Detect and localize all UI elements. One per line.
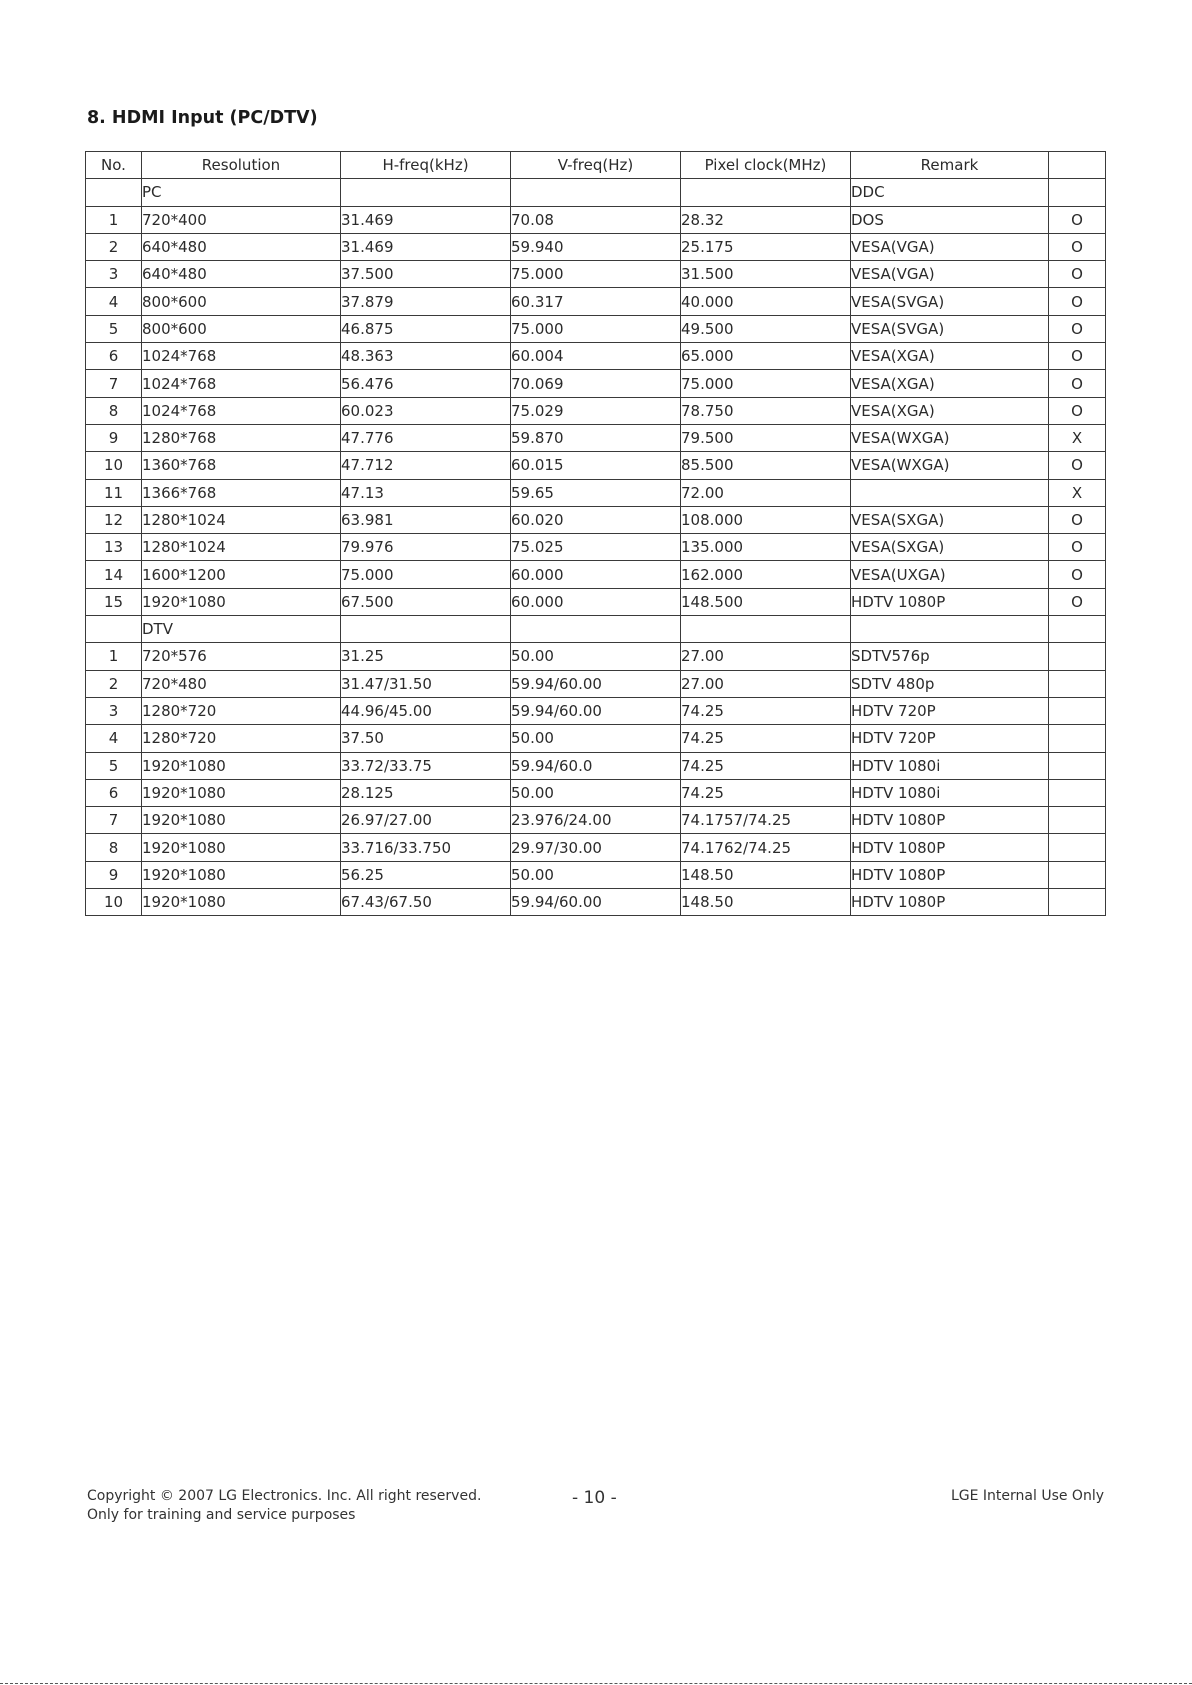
cell-h-freq: [341, 616, 511, 643]
cell-v-freq: 70.08: [511, 206, 681, 233]
cell-pixel-clock: [681, 179, 851, 206]
cell-v-freq: 50.00: [511, 643, 681, 670]
cell-resolution: 1366*768: [142, 479, 341, 506]
cell-pixel-clock: 162.000: [681, 561, 851, 588]
cell-h-freq: 31.469: [341, 233, 511, 260]
cell-h-freq: 75.000: [341, 561, 511, 588]
cell-no: 4: [86, 725, 142, 752]
cell-support: X: [1049, 479, 1106, 506]
cell-support: O: [1049, 561, 1106, 588]
cell-support: O: [1049, 261, 1106, 288]
cell-v-freq: 59.94/60.0: [511, 752, 681, 779]
cell-remark: VESA(XGA): [851, 397, 1049, 424]
cell-pixel-clock: 74.25: [681, 697, 851, 724]
cell-remark: HDTV 1080P: [851, 889, 1049, 916]
cell-resolution: 1360*768: [142, 452, 341, 479]
cell-support: O: [1049, 506, 1106, 533]
table-row: [86, 616, 1106, 643]
cell-resolution: 1024*768: [142, 343, 341, 370]
table-row: [86, 779, 1106, 806]
table-row: [86, 288, 1106, 315]
cell-h-freq: 47.712: [341, 452, 511, 479]
cell-pixel-clock: 74.25: [681, 752, 851, 779]
cell-pixel-clock: 74.25: [681, 779, 851, 806]
cell-resolution: 800*600: [142, 288, 341, 315]
cell-pixel-clock: 74.1757/74.25: [681, 807, 851, 834]
cell-v-freq: 60.015: [511, 452, 681, 479]
cell-support: [1049, 861, 1106, 888]
cell-no: 10: [86, 452, 142, 479]
cell-h-freq: 28.125: [341, 779, 511, 806]
cell-pixel-clock: 75.000: [681, 370, 851, 397]
cell-remark: HDTV 1080i: [851, 752, 1049, 779]
cell-v-freq: 60.004: [511, 343, 681, 370]
table-row: [86, 397, 1106, 424]
cell-resolution: 1600*1200: [142, 561, 341, 588]
cell-support: O: [1049, 397, 1106, 424]
cell-no: 7: [86, 370, 142, 397]
cell-h-freq: 63.981: [341, 506, 511, 533]
cell-resolution: PC: [142, 179, 341, 206]
cell-no: 9: [86, 861, 142, 888]
cell-no: 13: [86, 534, 142, 561]
table-row: [86, 834, 1106, 861]
cell-support: [1049, 670, 1106, 697]
cell-support: O: [1049, 233, 1106, 260]
cell-v-freq: 60.020: [511, 506, 681, 533]
cell-no: 1: [86, 643, 142, 670]
cell-resolution: 1920*1080: [142, 807, 341, 834]
table-row: [86, 233, 1106, 260]
cell-resolution: 1280*720: [142, 697, 341, 724]
table-row: [86, 643, 1106, 670]
cell-resolution: 800*600: [142, 315, 341, 342]
header-no: No.: [86, 152, 142, 179]
cell-remark: VESA(SVGA): [851, 315, 1049, 342]
cell-resolution: 1920*1080: [142, 861, 341, 888]
cell-h-freq: 79.976: [341, 534, 511, 561]
cell-v-freq: 70.069: [511, 370, 681, 397]
cell-pixel-clock: 72.00: [681, 479, 851, 506]
table-row: [86, 315, 1106, 342]
cell-v-freq: 60.317: [511, 288, 681, 315]
cell-h-freq: 46.875: [341, 315, 511, 342]
table-row: [86, 179, 1106, 206]
cell-h-freq: 37.50: [341, 725, 511, 752]
table-row: [86, 752, 1106, 779]
cell-remark: VESA(VGA): [851, 233, 1049, 260]
cell-remark: HDTV 720P: [851, 697, 1049, 724]
cell-no: 7: [86, 807, 142, 834]
cell-v-freq: [511, 179, 681, 206]
cell-remark: DOS: [851, 206, 1049, 233]
cell-resolution: 720*400: [142, 206, 341, 233]
cell-v-freq: 59.94/60.00: [511, 670, 681, 697]
cell-remark: SDTV576p: [851, 643, 1049, 670]
cell-no: 11: [86, 479, 142, 506]
cell-remark: VESA(XGA): [851, 370, 1049, 397]
cell-v-freq: 59.94/60.00: [511, 697, 681, 724]
cell-pixel-clock: 135.000: [681, 534, 851, 561]
cell-pixel-clock: 31.500: [681, 261, 851, 288]
cell-no: 5: [86, 752, 142, 779]
cell-remark: SDTV 480p: [851, 670, 1049, 697]
cell-support: O: [1049, 206, 1106, 233]
cell-v-freq: 50.00: [511, 779, 681, 806]
header-support: [1049, 152, 1106, 179]
header-row: [86, 152, 1106, 179]
cell-pixel-clock: 148.500: [681, 588, 851, 615]
cell-pixel-clock: 27.00: [681, 643, 851, 670]
cell-h-freq: 31.469: [341, 206, 511, 233]
cell-pixel-clock: 108.000: [681, 506, 851, 533]
cell-v-freq: 60.000: [511, 588, 681, 615]
header-h-freq: H-freq(kHz): [341, 152, 511, 179]
cell-no: 1: [86, 206, 142, 233]
cell-support: [1049, 834, 1106, 861]
cell-no: [86, 179, 142, 206]
cell-support: [1049, 643, 1106, 670]
table-body: [86, 179, 1106, 916]
cell-v-freq: 75.000: [511, 315, 681, 342]
cell-support: [1049, 779, 1106, 806]
cell-h-freq: 44.96/45.00: [341, 697, 511, 724]
cell-v-freq: 59.65: [511, 479, 681, 506]
cell-resolution: 640*480: [142, 233, 341, 260]
cell-no: 3: [86, 261, 142, 288]
cell-resolution: 1280*1024: [142, 534, 341, 561]
cell-pixel-clock: 40.000: [681, 288, 851, 315]
cell-h-freq: 56.25: [341, 861, 511, 888]
cell-resolution: 1280*720: [142, 725, 341, 752]
cell-pixel-clock: 27.00: [681, 670, 851, 697]
table-row: [86, 534, 1106, 561]
cell-pixel-clock: 74.25: [681, 725, 851, 752]
cell-pixel-clock: 28.32: [681, 206, 851, 233]
cell-resolution: 640*480: [142, 261, 341, 288]
cell-h-freq: 33.72/33.75: [341, 752, 511, 779]
cell-h-freq: 33.716/33.750: [341, 834, 511, 861]
cell-no: 10: [86, 889, 142, 916]
cell-support: [1049, 752, 1106, 779]
cell-pixel-clock: 148.50: [681, 861, 851, 888]
cell-remark: VESA(UXGA): [851, 561, 1049, 588]
copyright-text: Copyright © 2007 LG Electronics. Inc. All right reserved.: [87, 1488, 482, 1504]
cell-h-freq: 31.25: [341, 643, 511, 670]
cell-support: O: [1049, 343, 1106, 370]
cell-resolution: 1920*1080: [142, 588, 341, 615]
table-row: [86, 343, 1106, 370]
cell-no: 12: [86, 506, 142, 533]
cell-resolution: 1920*1080: [142, 752, 341, 779]
table-row: [86, 697, 1106, 724]
cell-support: [1049, 725, 1106, 752]
cell-pixel-clock: 85.500: [681, 452, 851, 479]
header-pixel-clock: Pixel clock(MHz): [681, 152, 851, 179]
cell-remark: VESA(WXGA): [851, 452, 1049, 479]
cell-support: [1049, 889, 1106, 916]
cell-remark: VESA(SXGA): [851, 506, 1049, 533]
cell-v-freq: 23.976/24.00: [511, 807, 681, 834]
cell-resolution: DTV: [142, 616, 341, 643]
table-row: [86, 561, 1106, 588]
cell-pixel-clock: 49.500: [681, 315, 851, 342]
cell-remark: VESA(VGA): [851, 261, 1049, 288]
table-row: [86, 725, 1106, 752]
cell-remark: HDTV 1080P: [851, 861, 1049, 888]
cell-no: 4: [86, 288, 142, 315]
table-row: [86, 861, 1106, 888]
header-v-freq: V-freq(Hz): [511, 152, 681, 179]
table-row: [86, 506, 1106, 533]
cell-resolution: 1024*768: [142, 397, 341, 424]
cell-no: 6: [86, 343, 142, 370]
cell-h-freq: 67.43/67.50: [341, 889, 511, 916]
cell-no: 8: [86, 397, 142, 424]
cell-h-freq: 37.500: [341, 261, 511, 288]
cell-v-freq: 60.000: [511, 561, 681, 588]
hdmi-timing-table: [85, 151, 1106, 916]
cell-no: [86, 616, 142, 643]
cell-resolution: 1920*1080: [142, 834, 341, 861]
table-row: [86, 889, 1106, 916]
cell-h-freq: 48.363: [341, 343, 511, 370]
cell-no: 14: [86, 561, 142, 588]
cell-v-freq: 50.00: [511, 725, 681, 752]
cell-resolution: 1920*1080: [142, 889, 341, 916]
cell-resolution: 720*480: [142, 670, 341, 697]
cell-remark: VESA(WXGA): [851, 424, 1049, 451]
cell-remark: [851, 616, 1049, 643]
cell-pixel-clock: 78.750: [681, 397, 851, 424]
cell-v-freq: 50.00: [511, 861, 681, 888]
section-title: 8. HDMI Input (PC/DTV): [87, 108, 318, 128]
cell-no: 8: [86, 834, 142, 861]
cell-h-freq: 60.023: [341, 397, 511, 424]
cell-support: O: [1049, 315, 1106, 342]
header-remark: Remark: [851, 152, 1049, 179]
cell-resolution: 1920*1080: [142, 779, 341, 806]
cell-support: O: [1049, 370, 1106, 397]
cell-no: 9: [86, 424, 142, 451]
cell-v-freq: 29.97/30.00: [511, 834, 681, 861]
page-number: - 10 -: [572, 1488, 617, 1508]
cell-resolution: 720*576: [142, 643, 341, 670]
cell-pixel-clock: 74.1762/74.25: [681, 834, 851, 861]
cell-remark: HDTV 1080P: [851, 834, 1049, 861]
cell-no: 2: [86, 670, 142, 697]
cell-no: 6: [86, 779, 142, 806]
internal-use-note: LGE Internal Use Only: [950, 1488, 1104, 1504]
table-row: [86, 479, 1106, 506]
cell-no: 2: [86, 233, 142, 260]
cell-pixel-clock: 148.50: [681, 889, 851, 916]
cell-resolution: 1280*768: [142, 424, 341, 451]
cell-h-freq: 37.879: [341, 288, 511, 315]
cell-v-freq: 59.94/60.00: [511, 889, 681, 916]
cell-h-freq: 67.500: [341, 588, 511, 615]
cell-support: O: [1049, 452, 1106, 479]
cell-h-freq: 26.97/27.00: [341, 807, 511, 834]
table-row: [86, 670, 1106, 697]
header-resolution: Resolution: [142, 152, 341, 179]
table-row: [86, 588, 1106, 615]
cell-v-freq: 59.940: [511, 233, 681, 260]
table-row: [86, 206, 1106, 233]
cell-pixel-clock: 79.500: [681, 424, 851, 451]
cell-remark: DDC: [851, 179, 1049, 206]
cell-h-freq: 47.776: [341, 424, 511, 451]
cell-remark: HDTV 720P: [851, 725, 1049, 752]
cell-pixel-clock: 65.000: [681, 343, 851, 370]
cell-remark: HDTV 1080P: [851, 807, 1049, 834]
cell-no: 3: [86, 697, 142, 724]
cell-remark: VESA(SVGA): [851, 288, 1049, 315]
cell-remark: HDTV 1080P: [851, 588, 1049, 615]
cell-support: X: [1049, 424, 1106, 451]
cell-support: [1049, 697, 1106, 724]
cell-no: 15: [86, 588, 142, 615]
cell-support: O: [1049, 534, 1106, 561]
page-bottom-divider: [0, 1683, 1192, 1684]
cell-v-freq: 75.029: [511, 397, 681, 424]
table-row: [86, 370, 1106, 397]
cell-remark: [851, 479, 1049, 506]
table-row: [86, 452, 1106, 479]
cell-support: O: [1049, 588, 1106, 615]
cell-support: [1049, 616, 1106, 643]
cell-support: [1049, 807, 1106, 834]
cell-v-freq: 75.000: [511, 261, 681, 288]
cell-v-freq: 59.870: [511, 424, 681, 451]
cell-h-freq: 31.47/31.50: [341, 670, 511, 697]
cell-h-freq: 47.13: [341, 479, 511, 506]
cell-remark: VESA(SXGA): [851, 534, 1049, 561]
cell-support: O: [1049, 288, 1106, 315]
cell-no: 5: [86, 315, 142, 342]
cell-remark: HDTV 1080i: [851, 779, 1049, 806]
footer-left: [87, 1487, 481, 1525]
cell-resolution: 1024*768: [142, 370, 341, 397]
cell-support: [1049, 179, 1106, 206]
cell-v-freq: 75.025: [511, 534, 681, 561]
cell-h-freq: [341, 179, 511, 206]
table-row: [86, 807, 1106, 834]
cell-resolution: 1280*1024: [142, 506, 341, 533]
cell-remark: VESA(XGA): [851, 343, 1049, 370]
cell-pixel-clock: 25.175: [681, 233, 851, 260]
purpose-text: Only for training and service purposes: [87, 1507, 356, 1523]
table-row: [86, 424, 1106, 451]
table-row: [86, 261, 1106, 288]
cell-v-freq: [511, 616, 681, 643]
cell-pixel-clock: [681, 616, 851, 643]
cell-h-freq: 56.476: [341, 370, 511, 397]
